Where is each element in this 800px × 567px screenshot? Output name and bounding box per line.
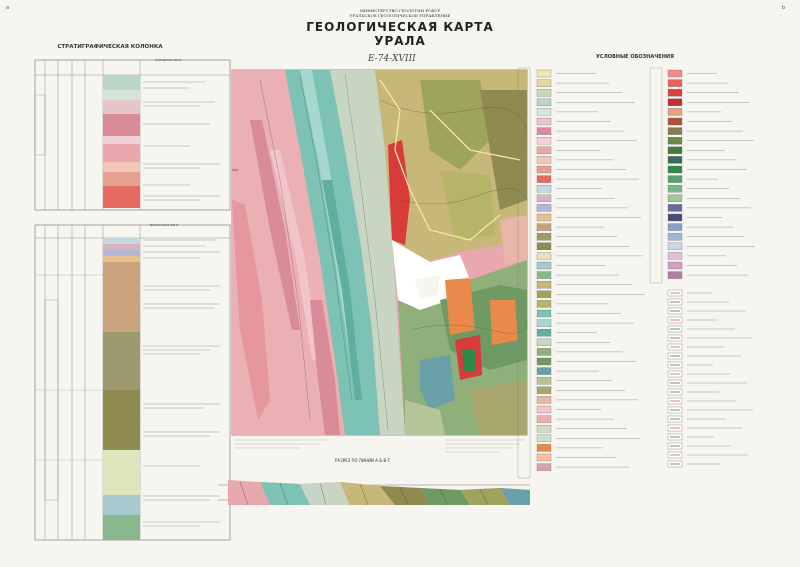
legend-swatch [537,128,551,135]
legend-swatch [668,108,682,115]
legend-swatch [537,416,551,423]
legend-swatch [537,444,551,451]
legend-swatch [668,118,682,125]
legend-swatch [537,147,551,154]
legend-swatch [668,243,682,250]
legend-swatch [668,70,682,77]
corner-mark: a [6,5,10,11]
legend-swatch [537,195,551,202]
legend-col-1 [518,68,645,478]
legend-swatch [668,80,682,87]
map-title: ГЕОЛОГИЧЕСКАЯ КАРТА УРАЛА [306,20,494,48]
legend-swatch [537,204,551,211]
legend-swatch [537,454,551,461]
legend-col-2 [650,68,755,467]
cross-section-title: РАЗРЕЗ ПО ЛИНИИ А-Б-В-Г [335,458,391,463]
legend-swatch [537,406,551,413]
legend-swatch [537,464,551,471]
legend-title: УСЛОВНЫЕ ОБОЗНАЧЕНИЯ [596,54,674,60]
legend-swatch [537,377,551,384]
legend-swatch [537,435,551,442]
legend-swatch [537,272,551,279]
legend-swatch [537,310,551,317]
legend-swatch [668,224,682,231]
legend-swatch [537,185,551,192]
legend-swatch [668,233,682,240]
legend-swatch [537,166,551,173]
legend-swatch [668,185,682,192]
strat-column-west [35,60,230,210]
legend-swatch [668,195,682,202]
corner-mark: b [782,5,786,11]
strat-column-east [35,225,230,540]
legend-swatch [668,99,682,106]
legend-swatch [537,176,551,183]
legend-swatch [537,396,551,403]
legend-swatch [668,156,682,163]
legend-swatch [537,80,551,87]
legend-swatch [537,99,551,106]
legend-swatch [668,252,682,259]
legend-swatch [537,70,551,77]
legend-swatch [537,300,551,307]
legend-swatch [537,252,551,259]
legend-swatch [537,224,551,231]
legend-swatch [668,166,682,173]
stratigraphy-title: СТРАТИГРАФИЧЕСКАЯ КОЛОНКА [57,44,163,50]
legend-swatch [668,272,682,279]
legend-swatch [537,387,551,394]
legend-swatch [537,329,551,336]
cross-section [218,480,530,505]
legend-swatch [668,137,682,144]
legend-swatch [537,291,551,298]
legend-swatch [668,147,682,154]
legend-swatch [537,339,551,346]
legend-swatch [668,89,682,96]
legend-swatch [537,108,551,115]
legend-swatch [668,262,682,269]
legend-swatch [537,262,551,269]
legend-swatch [537,425,551,432]
legend-swatch [668,214,682,221]
legend-swatch [668,176,682,183]
map-sheet-code: Е-74-XVIII [368,54,416,64]
department-label: УРАЛЬСКОЕ ГЕОЛОГИЧЕСКОЕ УПРАВЛЕНИЕ [349,13,451,18]
legend-swatch [537,368,551,375]
legend-swatch [668,128,682,135]
legend-swatch [668,204,682,211]
legend-swatch [537,358,551,365]
ministry-label: МИНИСТЕРСТВО ГЕОЛОГИИ РСФСР [359,8,441,13]
legend-swatch [537,118,551,125]
legend-swatch [537,281,551,288]
legend-swatch [537,214,551,221]
legend-swatch [537,137,551,144]
legend-swatch [537,89,551,96]
zone-west-label: ЗАПАДНАЯ ЗОНА [155,58,182,62]
legend-swatch [537,243,551,250]
geologic-map [232,70,527,435]
zone-east-label: ВОСТОЧНАЯ ЗОНА [150,223,179,227]
legend-swatch [537,348,551,355]
legend-swatch [537,233,551,240]
legend-swatch [537,156,551,163]
legend-swatch [537,320,551,327]
map-credits [235,440,525,452]
